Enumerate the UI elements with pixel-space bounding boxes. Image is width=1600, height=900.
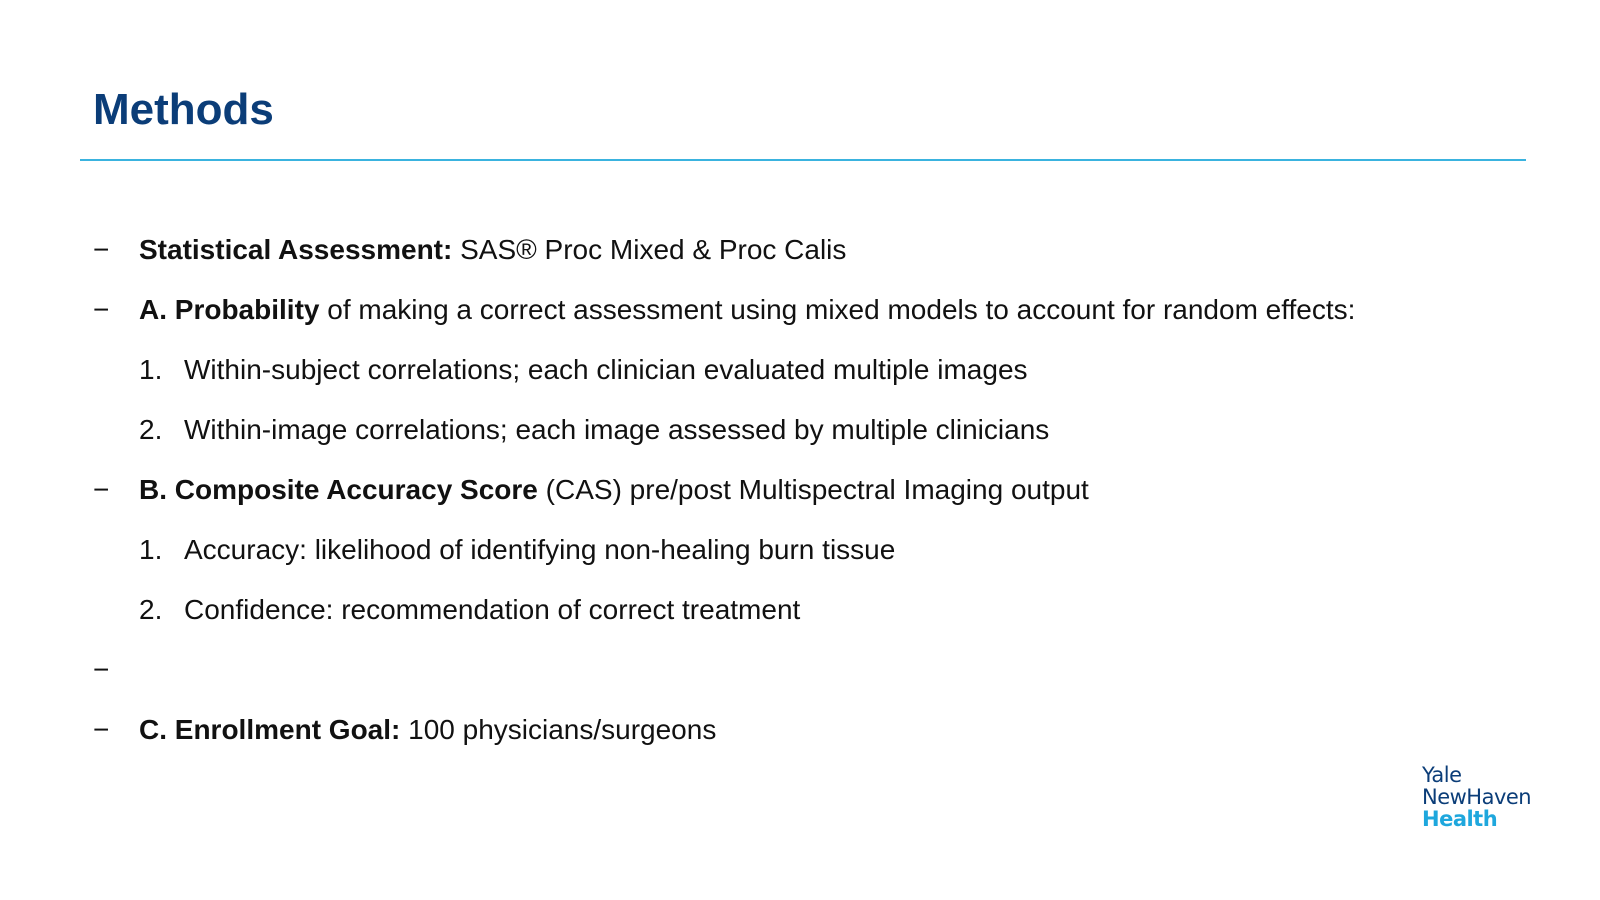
bullet-bold-label: B. Composite Accuracy Score (139, 474, 538, 505)
logo-line-yale: Yale (1422, 763, 1462, 787)
logo-line-health: Health (1422, 807, 1498, 831)
bullet-body: (CAS) pre/post Multispectral Imaging output (537, 474, 1089, 505)
bullet-bold-label: Statistical Assessment: (139, 234, 453, 265)
bullet-text (139, 230, 846, 270)
bullet-marker: − (93, 474, 110, 505)
bullet-text (139, 470, 1089, 510)
bullet-text (139, 290, 1355, 330)
bullet-marker: − (93, 294, 110, 325)
bullet-bold-label: A. Probability (139, 294, 320, 325)
bullet-marker: − (93, 654, 110, 685)
list-item-text: Within-image correlations; each image assessed by multiple clinicians (184, 414, 1050, 445)
bullet-text (139, 710, 716, 750)
bullet-marker: − (93, 234, 110, 265)
list-number: 2. (139, 414, 163, 445)
list-number: 1. (139, 534, 163, 565)
bullet-marker: − (93, 714, 110, 745)
list-item-text: Confidence: recommendation of correct treatment (184, 594, 801, 625)
bullet-body: 100 physicians/surgeons (400, 714, 717, 745)
list-item-text: Within-subject correlations; each clinician evaluated multiple images (184, 354, 1028, 385)
bullet-bold-label: C. Enrollment Goal: (139, 714, 401, 745)
yale-new-haven-health-logo (1422, 764, 1531, 830)
slide-title: Methods (93, 85, 274, 134)
list-item-text: Accuracy: likelihood of identifying non-healing burn tissue (184, 534, 896, 565)
logo-line-newhaven: NewHaven (1422, 785, 1532, 809)
title-divider (80, 159, 1526, 161)
list-number: 2. (139, 594, 163, 625)
list-number: 1. (139, 354, 163, 385)
bullet-body: of making a correct assessment using mixed models to account for random effects: (319, 294, 1356, 325)
bullet-body: SAS® Proc Mixed & Proc Calis (452, 234, 847, 265)
